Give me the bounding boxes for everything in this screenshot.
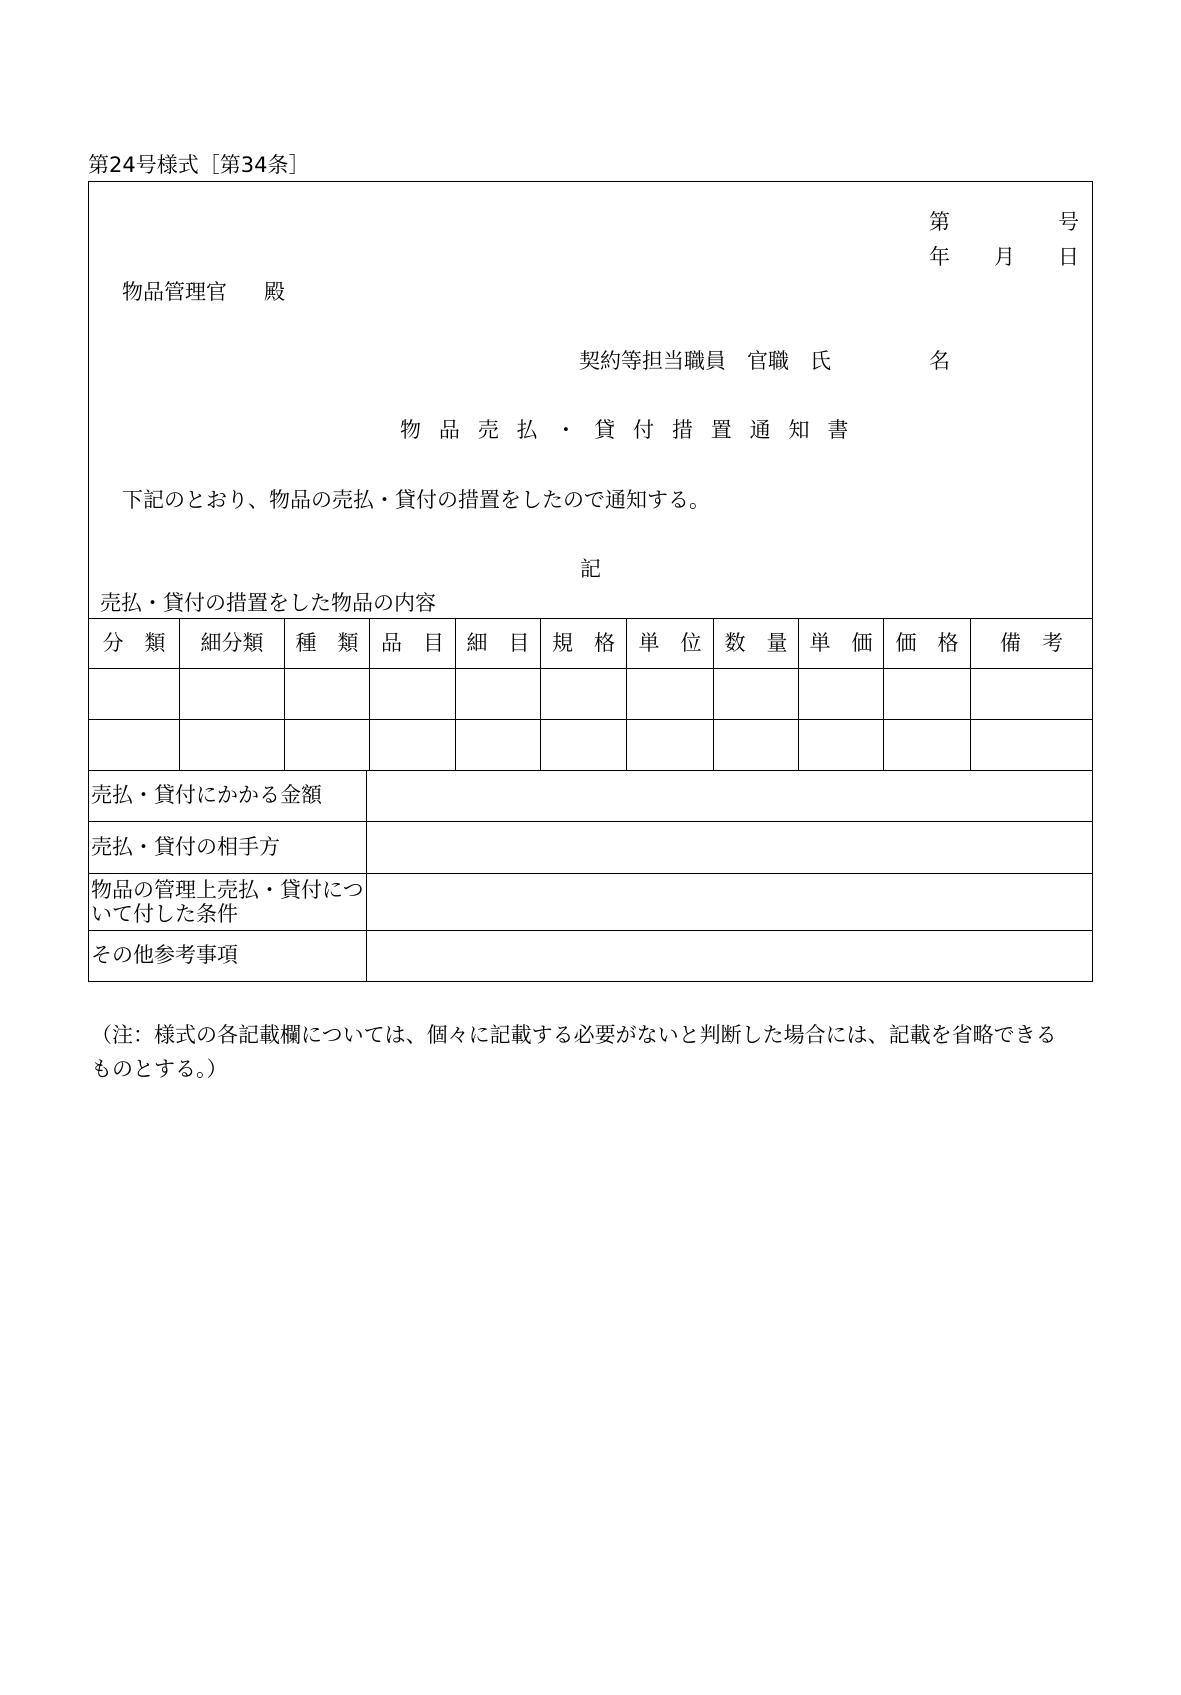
info-table: [88, 770, 1093, 982]
table-cell[interactable]: [884, 669, 971, 720]
header-cell: 規 格: [541, 619, 627, 669]
table-cell[interactable]: [627, 720, 714, 771]
body-text: 下記のとおり、物品の売払・貸付の措置をしたので通知する。: [122, 488, 710, 512]
table-row: [89, 720, 1093, 771]
table-cell[interactable]: [714, 720, 799, 771]
info-label: 売払・貸付の相手方: [89, 822, 367, 874]
table-cell[interactable]: [541, 720, 627, 771]
note-line-2: ものとする。）: [91, 1057, 228, 1081]
header-cell: 細 目: [456, 619, 541, 669]
info-label: 売払・貸付にかかる金額: [89, 771, 367, 822]
info-row-other: [89, 931, 1093, 982]
addressee-name: 物品管理官: [122, 280, 227, 304]
table-cell[interactable]: [799, 720, 884, 771]
table-cell[interactable]: [370, 720, 456, 771]
table-cell[interactable]: [180, 669, 285, 720]
sender-name-suffix: 名: [929, 349, 950, 373]
header-cell: 種 類: [285, 619, 370, 669]
table-cell[interactable]: [285, 720, 370, 771]
header-cell: 数 量: [714, 619, 799, 669]
table-cell[interactable]: [884, 720, 971, 771]
addressee-honorific: 殿: [264, 280, 285, 304]
table-cell[interactable]: [627, 669, 714, 720]
table-cell[interactable]: [370, 669, 456, 720]
table-cell[interactable]: [971, 669, 1093, 720]
sender-label: 契約等担当職員 官職 氏: [579, 349, 831, 373]
table-row: [89, 669, 1093, 720]
table-cell[interactable]: [971, 720, 1093, 771]
header-cell: 備 考: [971, 619, 1093, 669]
date-month: 月: [994, 245, 1015, 269]
items-header-row: [89, 619, 1093, 669]
number-suffix: 号: [1058, 210, 1079, 234]
date-day: 日: [1058, 245, 1079, 269]
info-value[interactable]: [367, 822, 1093, 874]
info-value[interactable]: [367, 931, 1093, 982]
ki-heading: 記: [580, 557, 601, 581]
table-cell[interactable]: [180, 720, 285, 771]
document-title: 物品売払・貸付措置通知書: [400, 418, 867, 442]
header-cell: 価 格: [884, 619, 971, 669]
table-cell[interactable]: [714, 669, 799, 720]
table-cell[interactable]: [456, 669, 541, 720]
header-cell: 分 類: [89, 619, 180, 669]
header-cell: 細分類: [180, 619, 285, 669]
info-row-counterparty: [89, 822, 1093, 874]
form-number: 第24号様式［第34条］: [88, 153, 310, 177]
info-value[interactable]: [367, 771, 1093, 822]
info-value[interactable]: [367, 874, 1093, 931]
info-label: 物品の管理上売払・貸付について付した条件: [89, 874, 367, 931]
note-line-1: （注：様式の各記載欄については、個々に記載する必要がないと判断した場合には、記載を省略できる: [91, 1023, 1057, 1047]
table-cell[interactable]: [456, 720, 541, 771]
header-cell: 品 目: [370, 619, 456, 669]
info-row-conditions: [89, 874, 1093, 931]
header-cell: 単 位: [627, 619, 714, 669]
items-caption: 売払・貸付の措置をした物品の内容: [100, 591, 436, 615]
info-row-amount: [89, 771, 1093, 822]
table-cell[interactable]: [285, 669, 370, 720]
table-cell[interactable]: [89, 720, 180, 771]
number-prefix: 第: [929, 210, 950, 234]
header-cell: 単 価: [799, 619, 884, 669]
table-cell[interactable]: [89, 669, 180, 720]
table-cell[interactable]: [799, 669, 884, 720]
items-table: [88, 618, 1093, 771]
info-label: その他参考事項: [89, 931, 367, 982]
date-year: 年: [929, 245, 950, 269]
table-cell[interactable]: [541, 669, 627, 720]
